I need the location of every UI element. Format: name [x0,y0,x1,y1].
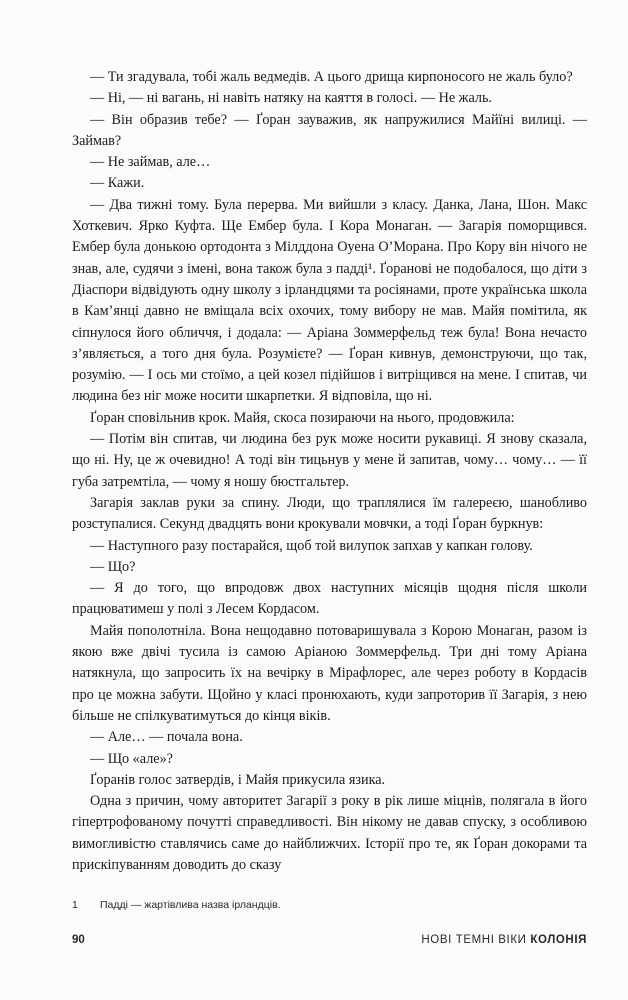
paragraph: — Ні, — ні вагань, ні навіть натяку на каяття в голосі. — Не жаль. [90,90,492,107]
paragraph: — Не займав, але… [90,154,211,171]
series-title: НОВІ ТЕМНІ ВІКИ [421,934,527,946]
paragraph: Загарія заклав руки за спину. Люди, що траплялися їм галереєю, шанобливо розступалися. Секунд двадцять вони крокували мовчки, а тоді Ґоран буркнув: [72,494,587,533]
paragraph: — Що? [90,558,136,575]
book-title: КОЛОНІЯ [530,934,587,946]
page-footer [72,934,587,950]
paragraph: — Потім він спитав, чи людина без рук може носити рукавиці. Я знову сказала, що ні. Ну, це ж очевидно! А тоді він тицьнув у мене й запитав, чому… чому… — її губа затремтіла, — чому я ношу бюстгальтер. [72,431,587,490]
paragraph: — Ти згадувала, тобі жаль ведмедів. А цього дрища кирпоносого не жаль було? [90,69,573,85]
paragraph: — Наступного разу постарайся, щоб той вилупок запхав у капкан голову. [90,537,533,554]
paragraph: — Він образив тебе? — Ґоран зауважив, як напружилися Майїні вилиці. — Займав? [72,111,587,149]
paragraph: Ґоран сповільнив крок. Майя, скоса позираючи на нього, продовжила: [90,409,515,426]
paragraph: — Але… — почала вона. [90,729,243,746]
paragraph: — Що «але»? [90,750,173,767]
footnote-number: 1 [72,899,78,911]
footnote [72,898,587,912]
paragraph: Одна з причин, чому авторитет Загарії з року в рік лише міцнів, полягала в його гіпертрофованому почутті справедливості. Він нікому не давав спуску, з особливою вимогливістю ставлячись саме до найближчих. Історії про те, як Ґоран докорами та прискіпуванням доводить до сказу [72,793,587,873]
paragraph: Майя пополотніла. Вона нещодавно потоваришувала з Корою Монаган, разом із якою вже двічі тусила із самою Аріаною Зоммерфельд. Три дні тому Аріана натякнула, що запросить їх на вечірку в Мірафлорес, але через роботу в Кордасів про це можна забути. Щойно у класі пронюхають, куди запроторив її Загарія, з нею більше не спілкуватимуться до кінця віків. [72,622,587,724]
page-number: 90 [72,934,85,946]
running-head [421,934,587,946]
paragraph: — Я до того, що впродовж двох наступних місяців щодня після школи працюватимеш у полі з Лесем Кордасом. [72,580,587,618]
paragraph: — Два тижні тому. Була перерва. Ми вийшли з класу. Данка, Лана, Шон. Макс Хоткевич. Ярко Куфта. Ще Ембер була. І Кора Монаган. — Загарія поморщився. Ембер була донькою ортодонта з Мілддона Оуена О’Морана. Про Кору він нічого не знав, але, судячи з імені, вона також була з падді¹. Ґоранові не подобалося, що діти з Діаспори відвідують одну школу з ірландцями та росіянами, проте українська школа в Кам’янці давно не вміщала всіх охочих, тому вибору не мав. Майя помітила, як сіпнулося його обличчя, і додала: — Аріана Зоммерфельд теж була! Вона нечасто з’являється, а того дня була. Розумієте? — Ґоран кивнув, демонструючи, що так, розумію. — І ось ми стоїмо, а цей козел підійшов і витріщився на мене. І спитав, чи людина без ніг може носити шкарпетки. Я відповіла, що ні. [72,196,587,405]
main-text [72,67,587,876]
footnote-text: Падді — жартівлива назва ірландців. [100,899,281,911]
paragraph: — Кажи. [90,175,145,192]
paragraph: Ґоранів голос затвердів, і Майя прикусила язика. [90,771,386,788]
